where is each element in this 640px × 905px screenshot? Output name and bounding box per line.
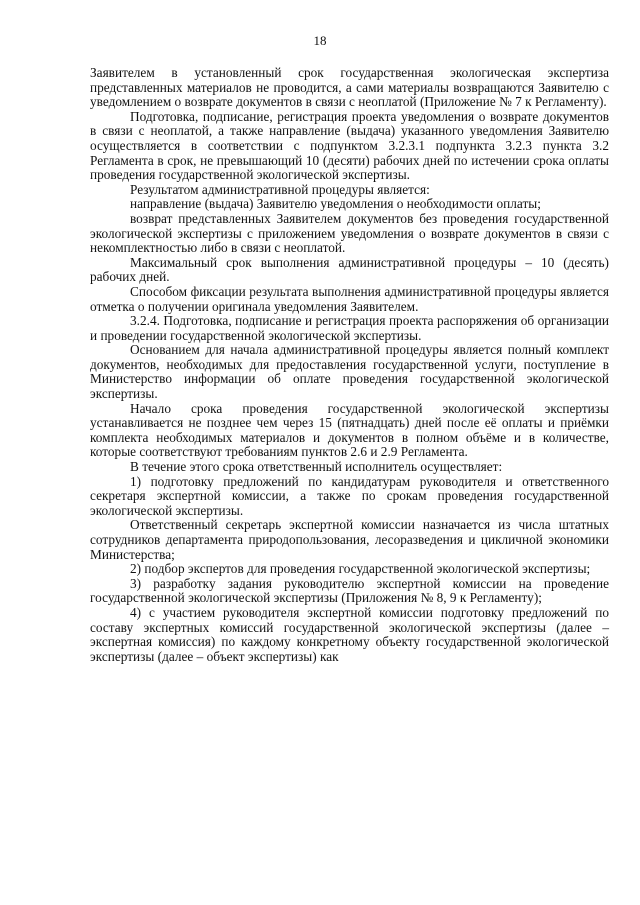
paragraph: 2) подбор экспертов для проведения государственной экологической экспертизы;: [130, 561, 591, 577]
document-body: [90, 66, 609, 664]
paragraph: Подготовка, подписание, регистрация проекта уведомления о возврате документов в связи с неоплатой, а также направление (выдача) указанного уведомления Заявителю осуществляется в соответствии с подпунктом 3.2.3.1 подпункта 3.2.3 пункта 3.2 Регламента в срок, не превышающий 10 (десяти) рабочих дней по истечении срока оплаты проведения государственной экологической экспертизы.: [90, 108, 609, 183]
paragraph: 3.2.4. Подготовка, подписание и регистрация проекта распоряжения об организации и проведении государственной экологической экспертизы.: [90, 313, 609, 343]
paragraph: Результатом административной процедуры является:: [130, 181, 430, 197]
paragraph: 4) с участием руководителя экспертной комиссии подготовку предложений по составу экспертных комиссий государственной экологической экспертизы (далее – экспертная комиссия) по каждому конкретному объекту государственной экологической экспертизы (далее – объект экспертизы) как: [90, 604, 609, 664]
page-number: 18: [313, 33, 327, 48]
paragraph: Начало срока проведения государственной экологической экспертизы устанавливается не позднее чем через 15 (пятнадцать) дней после её оплаты и приёмки комплекта необходимых материалов и документов в полном объёме и в количестве, которые соответствуют требованиям пунктов 2.6 и 2.9 Регламента.: [90, 400, 609, 460]
paragraph: Максимальный срок выполнения административной процедуры – 10 (десять) рабочих дней.: [90, 254, 609, 285]
paragraph: Заявителем в установленный срок государственная экологическая экспертиза представленных материалов не проводится, а сами материалы возвращаются Заявителю с уведомлением о возврате документов в связи с неоплатой (Приложение № 7 к Регламенту).: [90, 65, 609, 110]
paragraph: возврат представленных Заявителем документов без проведения государственной экологической экспертизы с приложением уведомления о возврате документов в связи с некомплектностью либо в связи с неоплатой.: [90, 210, 609, 256]
paragraph: Основанием для начала административной процедуры является полный комплект документов, необходимых для предоставления государственной услуги, поступление в Министерство информации об оплате проведения государственной экологической экспертизы.: [90, 342, 609, 402]
paragraph: 3) разработку задания руководителю экспертной комиссии на проведение государственной экологической экспертизы (Приложения № 8, 9 к Регламенту);: [90, 575, 609, 606]
paragraph: Способом фиксации результата выполнения административной процедуры является отметка о получении оригинала уведомления Заявителем.: [90, 283, 609, 314]
paragraph: 1) подготовку предложений по кандидатурам руководителя и ответственного секретаря экспертной комиссии, а также по срокам проведения государственной экологической экспертизы.: [90, 473, 609, 518]
paragraph: В течение этого срока ответственный исполнитель осуществляет:: [130, 459, 503, 475]
paragraph: направление (выдача) Заявителю уведомления о необходимости оплаты;: [130, 196, 541, 212]
paragraph: Ответственный секретарь экспертной комиссии назначается из числа штатных сотрудников департамента природопользования, лесоразведения и цикличной экономики Министерства;: [90, 517, 609, 562]
